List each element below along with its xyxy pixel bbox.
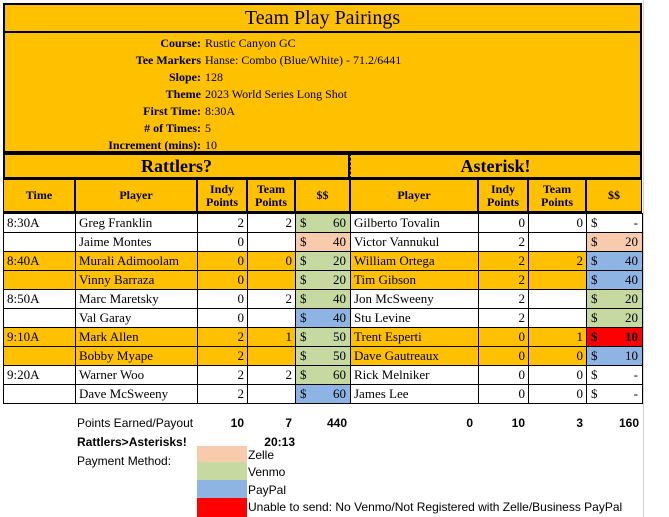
indy-points-cell: 0 [198,271,248,290]
legend-venmo-swatch [197,462,247,481]
table-row [4,347,643,366]
time-cell [4,271,76,290]
time-cell [4,385,76,404]
result-score: 20:13 [264,435,295,449]
col-header-player: Player [75,179,197,213]
payout-amount: 10 [625,348,638,363]
table-row [4,233,643,252]
player-cell-2: Stu Levine [351,309,479,328]
info-value: 2023 World Series Long Shot [205,87,348,101]
payout-amount: 20 [625,234,638,249]
col-header-player-2: Player [350,179,478,213]
team-right-name: Asterisk! [350,153,642,179]
payout-amount: 60 [333,215,346,230]
player-cell-2: William Ortega [351,252,479,271]
indy-points-cell: 2 [198,214,248,233]
payout-cell [296,271,351,290]
team-points-cell-2: 1 [529,328,587,347]
team-points-cell-2: 0 [529,385,587,404]
team-points-cell-2: 2 [529,252,587,271]
payout-amount: 50 [333,329,346,344]
payout-amount: 20 [625,310,638,325]
time-cell [4,233,76,252]
totals-team-left: 7 [285,416,292,430]
team-points-cell [248,271,296,290]
team-left-name: Rattlers? [3,153,350,179]
time-cell: 9:10A [4,328,76,347]
team-points-cell: 1 [248,328,296,347]
table-row [4,271,643,290]
info-label: # of Times: [144,121,201,135]
currency-symbol: $ [591,348,598,363]
currency-symbol: $ [591,215,598,230]
player-cell: Jaime Montes [76,233,198,252]
totals-money-right: 160 [618,416,639,430]
table-row [4,309,643,328]
payout-amount: 10 [625,329,638,344]
table-row [4,385,643,404]
team-points-cell [248,233,296,252]
col-header-money: $$ [295,179,350,213]
payout-cell-2 [587,290,643,309]
sheet-gridline [643,0,644,517]
player-cell: Mark Allen [76,328,198,347]
player-cell: Dave McSweeny [76,385,198,404]
info-row [5,69,640,86]
payout-cell [296,290,351,309]
info-value: 10 [205,138,217,152]
info-row [5,86,640,103]
col-header-indy-points-2: Indy Points [478,179,528,213]
col-header-team-points-2: Team Points [528,179,586,213]
info-label: First Time: [143,104,201,118]
currency-symbol: $ [300,253,307,268]
player-cell-2: Tim Gibson [351,271,479,290]
team-points-cell: 2 [248,366,296,385]
payout-amount: 40 [333,310,346,325]
indy-points-cell-2: 0 [479,214,529,233]
payout-amount: - [633,367,638,382]
team-points-cell-2: 0 [529,347,587,366]
currency-symbol: $ [300,215,307,230]
time-cell: 9:20A [4,366,76,385]
currency-symbol: $ [591,367,598,382]
payout-cell-2 [587,271,643,290]
course-info-block [3,33,642,153]
legend-unable-label: Unable to send: No Venmo/Not Registered with Zelle/Business PayPal [248,500,623,514]
info-row [5,35,640,52]
col-header-indy-points: Indy Points [197,179,247,213]
info-label: Theme [165,87,201,101]
currency-symbol: $ [591,386,598,401]
col-header-time: Time [3,179,75,213]
table-row [4,214,643,233]
payout-cell-2 [587,328,643,347]
player-cell-2: Victor Vannukul [351,233,479,252]
player-cell-2: Rick Melniker [351,366,479,385]
currency-symbol: $ [300,386,307,401]
payout-cell-2 [587,347,643,366]
payment-method-label: Payment Method: [77,454,172,468]
col-header-money-2: $$ [586,179,642,213]
currency-symbol: $ [591,310,598,325]
player-cell: Murali Adimoolam [76,252,198,271]
payout-cell-2 [587,214,643,233]
totals-indy-left: 10 [230,416,244,430]
payout-amount: 40 [333,234,346,249]
currency-symbol: $ [591,291,598,306]
team-points-cell: 0 [248,252,296,271]
legend-venmo-label: Venmo [248,465,286,479]
player-cell-2: Trent Esperti [351,328,479,347]
payout-cell [296,252,351,271]
table-row [4,328,643,347]
team-points-cell-2 [529,290,587,309]
player-cell-2: Jon McSweeny [351,290,479,309]
indy-points-cell-2: 2 [479,290,529,309]
currency-symbol: $ [300,310,307,325]
col-header-team-points: Team Points [247,179,295,213]
legend-paypal-swatch [197,480,247,499]
payout-amount: 20 [333,253,346,268]
currency-symbol: $ [300,272,307,287]
indy-points-cell-2: 2 [479,271,529,290]
totals-label: Points Earned/Payout [77,416,194,430]
indy-points-cell: 0 [198,233,248,252]
player-cell: Warner Woo [76,366,198,385]
indy-points-cell: 2 [198,328,248,347]
team-points-cell-2 [529,271,587,290]
team-points-cell [248,347,296,366]
currency-symbol: $ [591,329,598,344]
team-points-cell-2: 0 [529,214,587,233]
payout-amount: 60 [333,386,346,401]
totals-money-left: 440 [326,416,347,430]
time-cell: 8:40A [4,252,76,271]
info-value: Rustic Canyon GC [205,36,296,50]
player-cell: Marc Maretsky [76,290,198,309]
player-cell-2: Gilberto Tovalin [351,214,479,233]
currency-symbol: $ [300,367,307,382]
indy-points-cell-2: 2 [479,252,529,271]
currency-symbol: $ [591,253,598,268]
legend-zelle-label: Zelle [248,448,275,462]
team-points-cell: 2 [248,214,296,233]
player-cell-2: James Lee [351,385,479,404]
indy-points-cell-2: 0 [479,366,529,385]
payout-cell-2 [587,233,643,252]
indy-points-cell: 2 [198,366,248,385]
payout-cell [296,328,351,347]
payout-amount: - [633,386,638,401]
currency-symbol: $ [591,272,598,287]
payout-amount: 60 [333,367,346,382]
totals-indy-right: 10 [511,416,525,430]
payout-cell-2 [587,385,643,404]
payout-amount: 20 [333,272,346,287]
team-points-cell: 2 [248,290,296,309]
payout-cell [296,309,351,328]
indy-points-cell: 0 [198,309,248,328]
totals-team-right: 3 [576,416,583,430]
payout-amount: 40 [333,291,346,306]
info-label: Course: [160,36,201,50]
payout-amount: 40 [625,272,638,287]
totals-gap: 0 [466,416,473,430]
indy-points-cell-2: 2 [479,233,529,252]
pairings-table [3,213,643,404]
player-cell: Val Garay [76,309,198,328]
indy-points-cell-2: 0 [479,385,529,404]
time-cell: 8:50A [4,290,76,309]
info-value: Hanse: Combo (Blue/White) - 71.2/6441 [205,53,402,67]
legend-paypal-label: PayPal [248,483,287,497]
table-row [4,252,643,271]
indy-points-cell: 2 [198,385,248,404]
time-cell: 8:30A [4,214,76,233]
indy-points-cell: 0 [198,252,248,271]
table-row [4,290,643,309]
currency-symbol: $ [591,234,598,249]
info-label: Increment (mins): [108,138,201,152]
team-points-cell-2 [529,309,587,328]
page-title: Team Play Pairings [3,3,642,33]
player-cell: Vinny Barraza [76,271,198,290]
info-value: 8:30A [205,104,235,118]
team-points-cell [248,309,296,328]
payout-cell-2 [587,309,643,328]
indy-points-cell-2: 0 [479,347,529,366]
indy-points-cell-2: 2 [479,309,529,328]
payout-amount: 50 [333,348,346,363]
payout-cell-2 [587,366,643,385]
indy-points-cell: 2 [198,347,248,366]
payout-cell [296,385,351,404]
team-points-cell-2 [529,233,587,252]
payout-cell-2 [587,252,643,271]
info-label: Slope: [168,70,201,84]
player-cell-2: Dave Gautreaux [351,347,479,366]
player-cell: Bobby Myape [76,347,198,366]
currency-symbol: $ [300,348,307,363]
info-row [5,120,640,137]
payout-amount: - [633,215,638,230]
payout-cell [296,366,351,385]
team-points-cell [248,385,296,404]
payout-amount: 20 [625,291,638,306]
payout-cell [296,214,351,233]
info-value: 5 [205,121,211,135]
currency-symbol: $ [300,329,307,344]
info-row [5,103,640,120]
player-cell: Greg Franklin [76,214,198,233]
table-row [4,366,643,385]
payout-cell [296,233,351,252]
payout-cell [296,347,351,366]
team-points-cell-2: 0 [529,366,587,385]
time-cell [4,309,76,328]
currency-symbol: $ [300,291,307,306]
result-label: Rattlers>Asterisks! [77,435,187,449]
legend-unable-swatch [197,498,247,517]
payout-amount: 40 [625,253,638,268]
info-value: 128 [205,70,223,84]
currency-symbol: $ [300,234,307,249]
indy-points-cell-2: 0 [479,328,529,347]
info-row [5,52,640,69]
info-label: Tee Markers [135,53,201,67]
indy-points-cell: 0 [198,290,248,309]
time-cell [4,347,76,366]
info-row [5,137,640,154]
